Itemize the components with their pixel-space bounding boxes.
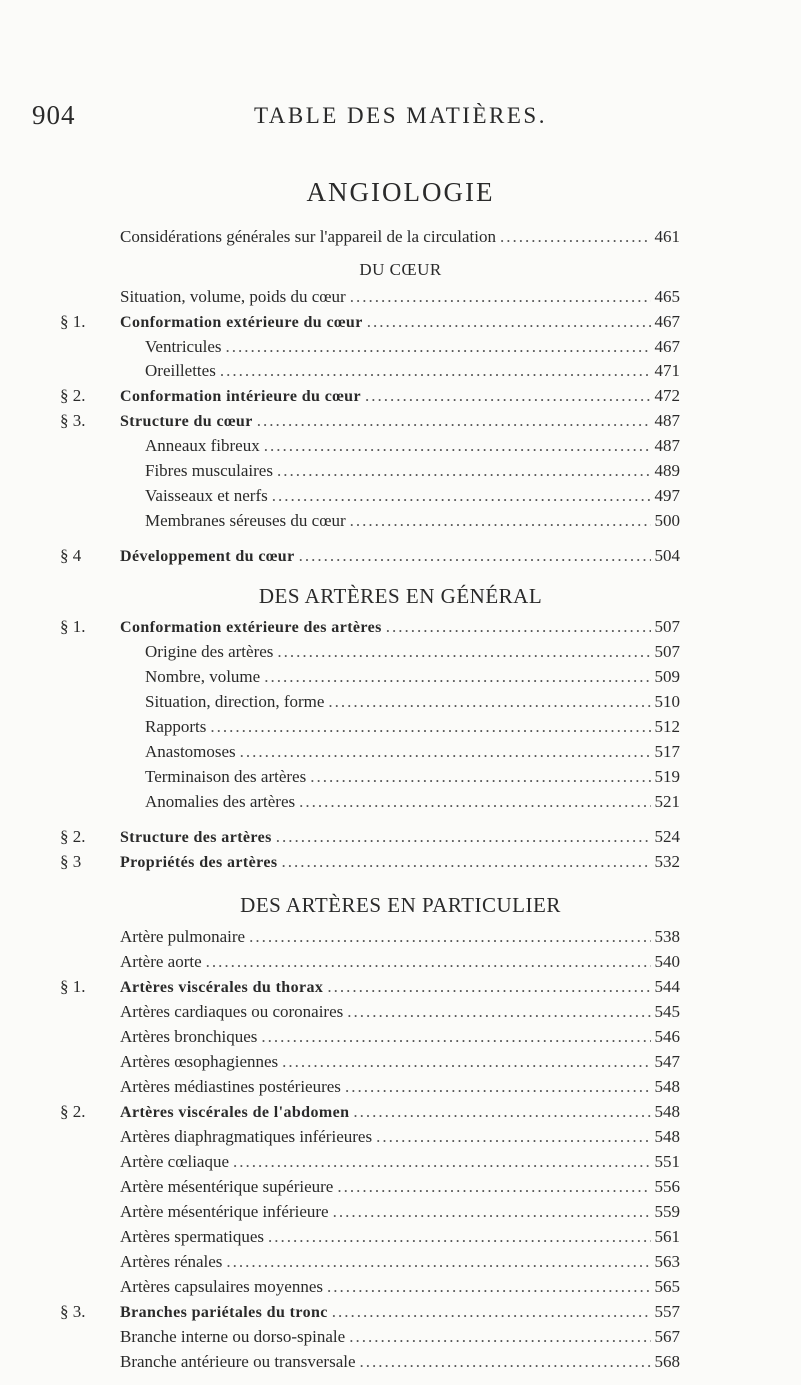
entry-page-number: 472 xyxy=(654,386,680,405)
toc-entry xyxy=(120,1177,680,1199)
section-number: § 4 xyxy=(60,546,82,565)
entry-label: Artère mésentérique inférieure xyxy=(120,1202,329,1221)
toc-entry xyxy=(60,827,680,849)
entry-page-number: 465 xyxy=(654,287,680,306)
toc-entry xyxy=(120,1152,680,1174)
dot-leader xyxy=(282,1052,650,1072)
dot-leader xyxy=(349,1327,650,1347)
dot-leader xyxy=(264,436,651,456)
entry-label: Structure des artères xyxy=(120,829,272,846)
entry-label: Membranes séreuses du cœur xyxy=(145,511,346,530)
entry-page-number: 500 xyxy=(654,511,680,530)
dot-leader xyxy=(299,792,650,812)
entry-label: Ventricules xyxy=(145,337,222,356)
toc-entry xyxy=(60,411,680,433)
toc-entry xyxy=(145,436,680,458)
entry-label: Artères cardiaques ou coronaires xyxy=(120,1002,344,1021)
entry-label: Fibres musculaires xyxy=(145,461,273,480)
entry-page-number: 497 xyxy=(654,486,680,505)
entry-page-number: 517 xyxy=(654,742,680,761)
dot-leader xyxy=(386,617,651,637)
dot-leader xyxy=(299,546,651,566)
entry-page-number: 507 xyxy=(654,617,680,636)
entry-page-number: 568 xyxy=(654,1352,680,1371)
toc-entry xyxy=(145,717,680,739)
entry-label: Artères médiastines postérieures xyxy=(120,1077,341,1096)
toc-entry xyxy=(120,1127,680,1149)
dot-leader xyxy=(249,927,650,947)
toc-entry xyxy=(60,977,680,999)
page-header xyxy=(0,100,801,136)
dot-leader xyxy=(240,742,651,762)
toc-entry xyxy=(60,617,680,639)
dot-leader xyxy=(225,337,650,357)
toc-entry xyxy=(145,486,680,508)
dot-leader xyxy=(233,1152,650,1172)
entry-page-number: 512 xyxy=(654,717,680,736)
entry-label: Artère pulmonaire xyxy=(120,927,246,946)
entry-label: Anomalies des artères xyxy=(145,792,296,811)
entry-page-number: 489 xyxy=(654,461,680,480)
dot-leader xyxy=(367,312,651,332)
entry-label: Situation, volume, poids du cœur xyxy=(120,287,346,306)
entry-page-number: 544 xyxy=(654,977,680,996)
entry-page-number: 551 xyxy=(654,1152,680,1171)
entry-label: Rapports xyxy=(145,717,207,736)
entry-page-number: 556 xyxy=(654,1177,680,1196)
entry-label: Situation, direction, forme xyxy=(145,692,325,711)
toc-entry xyxy=(145,511,680,533)
entry-label: Branches pariétales du tronc xyxy=(120,1304,328,1321)
dot-leader xyxy=(347,1002,650,1022)
entry-page-number: 545 xyxy=(654,1002,680,1021)
toc-entry xyxy=(145,767,680,789)
toc-entry xyxy=(120,287,680,309)
toc-entry xyxy=(120,927,680,949)
dot-leader xyxy=(350,511,651,531)
dot-leader xyxy=(268,1227,651,1247)
entry-page-number: 507 xyxy=(654,642,680,661)
entry-label: Artères viscérales de l'abdomen xyxy=(120,1104,350,1121)
section-number: § 2. xyxy=(60,1102,86,1121)
dot-leader xyxy=(337,1177,650,1197)
entry-page-number: 540 xyxy=(654,952,680,971)
entry-page-number: 524 xyxy=(654,827,680,846)
toc-entry xyxy=(145,742,680,764)
entry-label: Conformation extérieure du cœur xyxy=(120,314,363,331)
entry-label: Terminaison des artères xyxy=(145,767,307,786)
running-title: TABLE DES MATIÈRES. xyxy=(254,103,547,128)
toc-entry xyxy=(120,227,680,249)
entry-label: Origine des artères xyxy=(145,642,274,661)
entry-page-number: 471 xyxy=(654,361,680,380)
dot-leader xyxy=(226,1252,650,1272)
dot-leader xyxy=(277,461,651,481)
dot-leader xyxy=(332,1302,651,1322)
dot-leader xyxy=(333,1202,651,1222)
dot-leader xyxy=(500,227,651,247)
entry-label: Anneaux fibreux xyxy=(145,436,260,455)
toc-entry xyxy=(120,1252,680,1274)
dot-leader xyxy=(282,852,651,872)
section-number: § 2. xyxy=(60,827,86,846)
toc-entry xyxy=(145,692,680,714)
entry-label: Développement du cœur xyxy=(120,548,295,565)
section-number: § 3 xyxy=(60,852,82,871)
dot-leader xyxy=(310,767,650,787)
entry-label: Artères œsophagiennes xyxy=(120,1052,279,1071)
toc-entry xyxy=(145,337,680,359)
dot-leader xyxy=(264,667,650,687)
dot-leader xyxy=(206,952,651,972)
page-number: 904 xyxy=(32,100,76,130)
entry-label: Artères spermatiques xyxy=(120,1227,264,1246)
section-number: § 3. xyxy=(60,1302,86,1321)
entry-page-number: 467 xyxy=(654,312,680,331)
entry-label: Artères bronchiques xyxy=(120,1027,258,1046)
entry-label: Anastomoses xyxy=(145,742,236,761)
dot-leader xyxy=(220,361,651,381)
section-number: § 3. xyxy=(60,411,86,430)
entry-page-number: 546 xyxy=(654,1027,680,1046)
toc-entry xyxy=(145,667,680,689)
toc-entry xyxy=(60,1102,680,1124)
toc-entry xyxy=(60,546,680,568)
toc-entry xyxy=(60,312,680,334)
entry-label: Vaisseaux et nerfs xyxy=(145,486,268,505)
toc-entry xyxy=(120,1202,680,1224)
entry-page-number: 547 xyxy=(654,1052,680,1071)
toc-entry xyxy=(120,1227,680,1249)
entry-page-number: 548 xyxy=(654,1127,680,1146)
part-title: ANGIOLOGIE xyxy=(306,177,495,207)
toc-entry xyxy=(60,386,680,408)
entry-page-number: 563 xyxy=(654,1252,680,1271)
toc-entry xyxy=(120,952,680,974)
entry-page-number: 565 xyxy=(654,1277,680,1296)
toc-entry xyxy=(120,1077,680,1099)
entry-page-number: 467 xyxy=(654,337,680,356)
entry-label: Structure du cœur xyxy=(120,413,253,430)
entry-label: Artère aorte xyxy=(120,952,202,971)
section-number: § 1. xyxy=(60,977,86,996)
entry-label: Artères rénales xyxy=(120,1252,223,1271)
entry-page-number: 509 xyxy=(654,667,680,686)
entry-label: Conformation extérieure des artères xyxy=(120,619,382,636)
toc-entry xyxy=(145,792,680,814)
toc-entry xyxy=(145,461,680,483)
entry-label: Nombre, volume xyxy=(145,667,261,686)
entry-label: Artères capsulaires moyennes xyxy=(120,1277,323,1296)
toc-entry xyxy=(120,1277,680,1299)
toc-entry xyxy=(120,1327,680,1349)
entry-label: Conformation intérieure du cœur xyxy=(120,388,361,405)
toc-entry xyxy=(60,1302,680,1324)
toc-entry xyxy=(145,642,680,664)
entry-label: Branche antérieure ou transversale xyxy=(120,1352,356,1371)
dot-leader xyxy=(276,827,651,847)
toc-entry xyxy=(145,361,680,383)
section-number: § 1. xyxy=(60,312,86,331)
entry-page-number: 548 xyxy=(654,1077,680,1096)
entry-label: Artères viscérales du thorax xyxy=(120,979,324,996)
entry-page-number: 557 xyxy=(654,1302,680,1321)
section-number: § 1. xyxy=(60,617,86,636)
entry-page-number: 487 xyxy=(654,436,680,455)
entry-label: Propriétés des artères xyxy=(120,854,278,871)
entry-page-number: 567 xyxy=(654,1327,680,1346)
dot-leader xyxy=(272,486,651,506)
entry-page-number: 538 xyxy=(654,927,680,946)
toc-entry xyxy=(120,1352,680,1374)
dot-leader xyxy=(360,1352,651,1372)
entry-label: Branche interne ou dorso-spinale xyxy=(120,1327,346,1346)
entry-page-number: 532 xyxy=(654,852,680,871)
dot-leader xyxy=(277,642,650,662)
entry-label: Considérations générales sur l'appareil de la circulation xyxy=(120,227,496,246)
entry-page-number: 461 xyxy=(654,227,680,246)
entry-page-number: 510 xyxy=(654,692,680,711)
entry-label: Oreillettes xyxy=(145,361,216,380)
entry-page-number: 559 xyxy=(654,1202,680,1221)
entry-page-number: 504 xyxy=(654,546,680,565)
toc-entry xyxy=(120,1027,680,1049)
entry-page-number: 521 xyxy=(654,792,680,811)
dot-leader xyxy=(210,717,650,737)
toc-entry xyxy=(120,1052,680,1074)
entry-label: Artère cœliaque xyxy=(120,1152,230,1171)
dot-leader xyxy=(365,386,651,406)
section-number: § 2. xyxy=(60,386,86,405)
dot-leader xyxy=(257,411,651,431)
toc-entry xyxy=(120,1002,680,1024)
entry-page-number: 548 xyxy=(654,1102,680,1121)
entry-label: Artère mésentérique supérieure xyxy=(120,1177,334,1196)
section-heading: DES ARTÈRES EN GÉNÉRAL xyxy=(258,584,543,608)
dot-leader xyxy=(328,692,650,712)
dot-leader xyxy=(261,1027,650,1047)
entry-page-number: 561 xyxy=(654,1227,680,1246)
dot-leader xyxy=(353,1102,650,1122)
section-heading: DU CŒUR xyxy=(359,260,442,279)
entry-page-number: 487 xyxy=(654,411,680,430)
dot-leader xyxy=(350,287,651,307)
dot-leader xyxy=(345,1077,651,1097)
entry-label: Artères diaphragmatiques inférieures xyxy=(120,1127,373,1146)
dot-leader xyxy=(327,977,650,997)
dot-leader xyxy=(327,1277,651,1297)
dot-leader xyxy=(376,1127,650,1147)
section-heading: DES ARTÈRES EN PARTICULIER xyxy=(240,893,561,917)
toc-entry xyxy=(60,852,680,874)
entry-page-number: 519 xyxy=(654,767,680,786)
